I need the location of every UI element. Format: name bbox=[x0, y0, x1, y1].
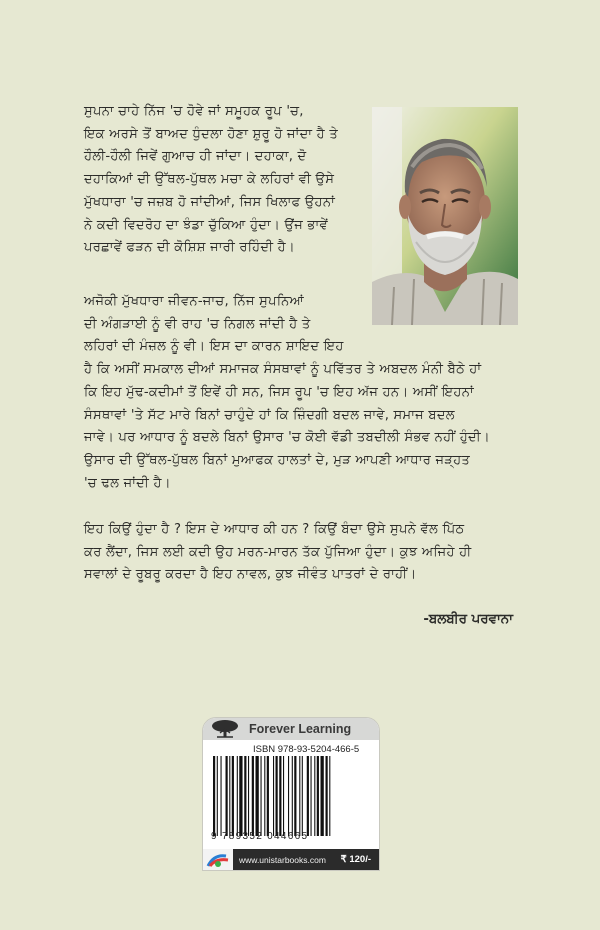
barcode-bar bbox=[232, 756, 234, 836]
barcode-bar bbox=[237, 756, 238, 836]
barcode-bar bbox=[292, 756, 293, 836]
barcode-bar bbox=[267, 756, 269, 836]
barcode-bar bbox=[217, 756, 218, 836]
tree-icon bbox=[211, 719, 239, 739]
isbn-text: ISBN 978-93-5204-466-5 bbox=[253, 744, 360, 755]
barcode-bar bbox=[321, 756, 324, 836]
barcode-bar bbox=[299, 756, 300, 836]
price-label: ₹ 120/- bbox=[340, 854, 371, 865]
barcode-bar bbox=[276, 756, 278, 836]
text-line: ਉਸਾਰ ਦੀ ਉੱਥਲ-ਪੁੱਥਲ ਬਿਨਾਂ ਮੁਆਫਕ ਹਾਲਤਾਂ ਦੇ, ਮੁੜ ਆਪਣੀ ਆਧਾਰ ਜੜ੍ਹਤ bbox=[84, 452, 471, 468]
barcode-bar bbox=[294, 756, 296, 836]
text-line: ਨੇ ਕਦੀ ਵਿਦਰੋਹ ਦਾ ਝੰਡਾ ਚੁੱਕਿਆ ਹੁੰਦਾ। ਉਂਜ ਭਾਵੇਂ bbox=[84, 217, 328, 233]
barcode-bar bbox=[226, 756, 228, 836]
text-line: ਹੈ ਕਿ ਅਸੀਂ ਸਮਕਾਲ ਦੀਆਂ ਸਮਾਜਕ ਸੰਸਥਾਵਾਂ ਨੂੰ ਪਵਿੱਤਰ ਤੇ ਅਬਦਲ ਮੰਨੀ ਬੈਠੇ ਹਾਂ bbox=[84, 362, 482, 378]
text-line: ਹੌਲੀ-ਹੌਲੀ ਜਿਵੇਂ ਗੁਆਚ ਹੀ ਜਾਂਦਾ। ਦਹਾਕਾ, ਦੋ bbox=[84, 149, 307, 165]
text-line: ਜਾਵੇ। ਪਰ ਆਧਾਰ ਨੂੰ ਬਦਲੇ ਬਿਨਾਂ ਉਸਾਰ 'ਚ ਕੋਈ ਵੱਡੀ ਤਬਦੀਲੀ ਸੰਭਵ ਨਹੀਂ ਹੁੰਦੀ। bbox=[84, 430, 490, 446]
barcode-bar bbox=[252, 756, 254, 836]
barcode-bar bbox=[239, 756, 242, 836]
paragraph-3 bbox=[84, 519, 471, 587]
text-line: ਕਰ ਲੈਂਦਾ, ਜਿਸ ਲਈ ਕਦੀ ਉਹ ਮਰਨ-ਮਾਰਨ ਤੱਕ ਪੁੱਜਿਆ ਹੁੰਦਾ। ਕੁਝ ਅਜਿਹੇ ਹੀ bbox=[84, 544, 472, 560]
text-line: ਇਕ ਅਰਸੇ ਤੋਂ ਬਾਅਦ ਧੁੰਦਲਾ ਹੋਣਾ ਸ਼ੁਰੂ ਹੋ ਜਾਂਦਾ ਹੈ ਤੇ bbox=[84, 126, 339, 142]
barcode-bars bbox=[213, 756, 369, 836]
barcode-bar bbox=[229, 756, 230, 836]
paragraph-1 bbox=[84, 101, 338, 260]
barcode-bar bbox=[273, 756, 274, 836]
barcode-bar bbox=[311, 756, 312, 836]
barcode-bar bbox=[314, 756, 315, 836]
text-line: ਸੁਪਨਾ ਚਾਹੇ ਨਿੱਜ 'ਚ ਹੋਵੇ ਜਾਂ ਸਮੂਹਕ ਰੂਪ 'ਚ, bbox=[84, 104, 304, 119]
text-line: ਕਿ ਇਹ ਮੁੱਢ-ਕਦੀਮਾਂ ਤੋਂ ਇਵੇਂ ਹੀ ਸਨ, ਜਿਸ ਰੂਪ 'ਚ ਇਹ ਅੱਜ ਹਨ। ਅਸੀਂ ਇਹਨਾਂ bbox=[84, 384, 474, 400]
barcode-bar bbox=[264, 756, 265, 836]
barcode-card bbox=[202, 717, 380, 871]
text-line: ਦਹਾਕਿਆਂ ਦੀ ਉੱਥਲ-ਪੁੱਥਲ ਮਚਾ ਕੇ ਲਹਿਰਾਂ ਵੀ ਉਸੇ bbox=[84, 172, 335, 188]
barcode-bar bbox=[256, 756, 259, 836]
barcode-digits: 9 789352 044665 bbox=[211, 831, 309, 842]
barcode-bar bbox=[317, 756, 319, 836]
card-footer bbox=[203, 849, 379, 870]
barcode-bar bbox=[326, 756, 328, 836]
barcode-bar bbox=[283, 756, 284, 836]
barcode-bar bbox=[279, 756, 281, 836]
barcode-bar bbox=[261, 756, 262, 836]
text-line: ਸਵਾਲਾਂ ਦੇ ਰੂਬਰੂ ਕਰਦਾ ਹੈ ਇਹ ਨਾਵਲ, ਕੁਝ ਜੀਵੰਤ ਪਾਤਰਾਂ ਦੇ ਰਾਹੀਂ। bbox=[84, 567, 417, 583]
author-signature: -ਬਲਬੀਰ ਪਰਵਾਨਾ bbox=[423, 612, 513, 627]
text-line: 'ਚ ਢਲ ਜਾਂਦੀ ਹੈ। bbox=[84, 475, 171, 491]
text-line: ਦੀ ਅੰਗੜਾਈ ਨੂੰ ਵੀ ਰਾਹ 'ਚ ਨਿਗਲ ਜਾਂਦੀ ਹੈ ਤੇ bbox=[84, 316, 311, 332]
barcode-bar bbox=[244, 756, 246, 836]
barcode-bar bbox=[329, 756, 330, 836]
publisher-url: www.unistarbooks.com bbox=[239, 854, 326, 865]
text-line: ਸੰਸਥਾਵਾਂ 'ਤੇ ਸੱਟ ਮਾਰੇ ਬਿਨਾਂ ਚਾਹੁੰਦੇ ਹਾਂ ਕਿ ਜ਼ਿੰਦਗੀ ਬਦਲ ਜਾਵੇ, ਸਮਾਜ ਬਦਲ bbox=[84, 407, 455, 423]
barcode-bar bbox=[307, 756, 309, 836]
text-line: ਪਰਛਾਵੇਂ ਫੜਨ ਦੀ ਕੋਸ਼ਿਸ਼ ਜਾਰੀ ਰਹਿੰਦੀ ਹੈ। bbox=[84, 240, 296, 256]
card-header bbox=[203, 718, 379, 740]
text-line: ਇਹ ਕਿਉਂ ਹੁੰਦਾ ਹੈ ? ਇਸ ਦੇ ਆਧਾਰ ਕੀ ਹਨ ? ਕਿਉਂ ਬੰਦਾ ਉਸੇ ਸੁਪਨੇ ਵੱਲ ਪਿੱਠ bbox=[84, 522, 465, 537]
unistar-logo-icon bbox=[203, 849, 233, 870]
barcode-bar bbox=[221, 756, 222, 836]
text-line: ਅਜੋਕੀ ਮੁੱਖਧਾਰਾ ਜੀਵਨ-ਜਾਚ, ਨਿੱਜ ਸੁਪਨਿਆਂ bbox=[84, 294, 305, 309]
text-line: ਲਹਿਰਾਂ ਦੀ ਮੰਜ਼ਲ ਨੂੰ ਵੀ। ਇਸ ਦਾ ਕਾਰਨ ਸ਼ਾਇਦ ਇਹ bbox=[84, 339, 344, 355]
text-line: ਮੁੱਖਧਾਰਾ 'ਚ ਜਜ਼ਬ ਹੋ ਜਾਂਦੀਆਂ, ਜਿਸ ਖਿਲਾਫ ਉਹਨਾਂ bbox=[84, 194, 336, 210]
brand-label: Forever Learning bbox=[249, 722, 352, 736]
paragraph-2 bbox=[84, 291, 490, 495]
barcode-bar bbox=[302, 756, 303, 836]
barcode-bar bbox=[248, 756, 249, 836]
barcode-bar bbox=[213, 756, 215, 836]
barcode-bar bbox=[288, 756, 289, 836]
